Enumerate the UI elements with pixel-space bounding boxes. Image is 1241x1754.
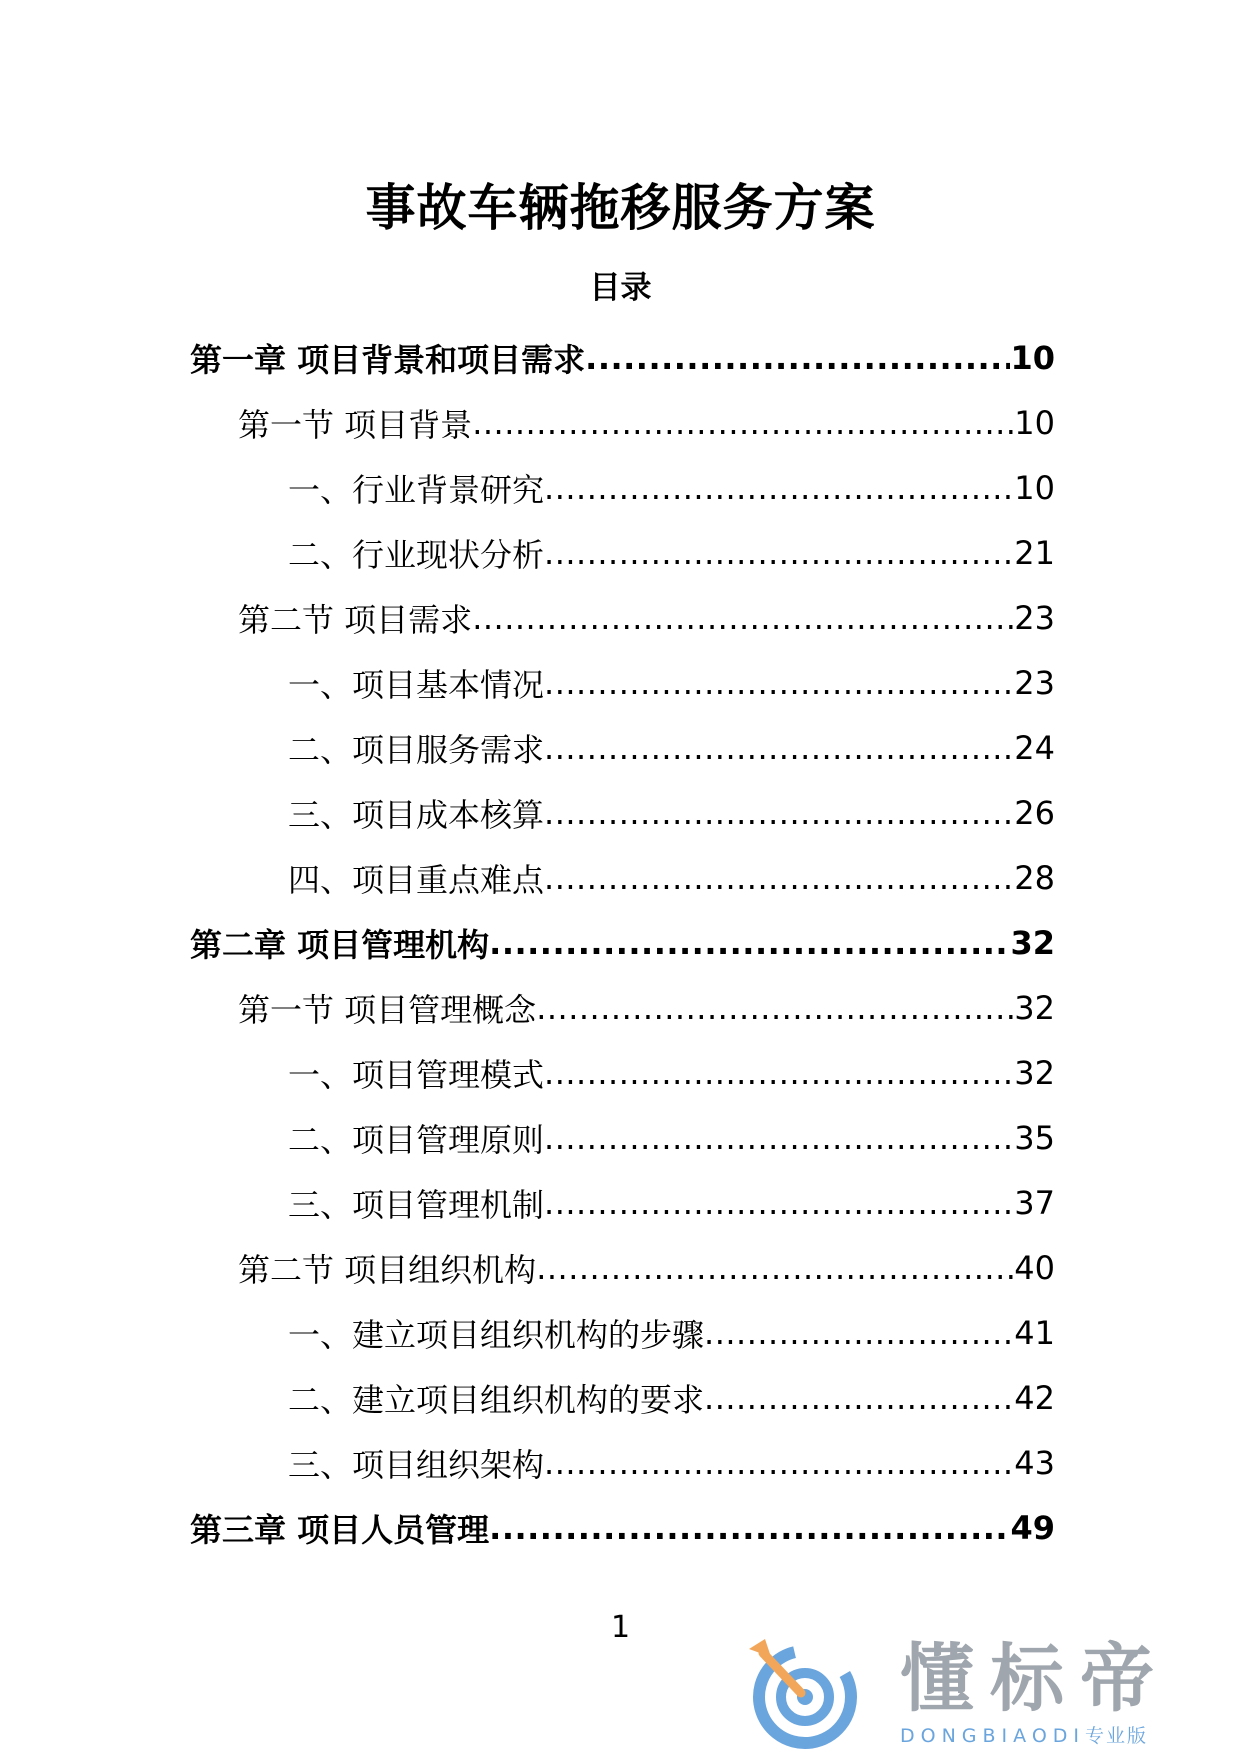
toc-subsection-entry[interactable]	[190, 780, 1055, 845]
toc-subsection-entry[interactable]	[190, 1365, 1055, 1430]
toc-entry-page: 40	[1014, 1248, 1055, 1287]
watermark-subtitle	[900, 1725, 1148, 1747]
toc-entry-page: 10	[1010, 338, 1055, 377]
toc-subsection-entry[interactable]	[190, 1170, 1055, 1235]
toc-dot-leader	[544, 469, 1014, 507]
toc-section-entry[interactable]	[190, 390, 1055, 455]
watermark-badge: 专业版	[1085, 1725, 1149, 1747]
toc-entry-page: 41	[1014, 1313, 1055, 1352]
toc-dot-leader	[544, 794, 1014, 832]
toc-entry-title: 三、项目管理机制	[288, 1185, 545, 1224]
toc-subsection-entry[interactable]	[190, 1105, 1055, 1170]
toc-subsection-entry[interactable]	[190, 715, 1055, 780]
toc-dot-leader	[489, 1509, 1010, 1547]
watermark-subtitle-text: DONGBIAODI	[900, 1725, 1086, 1747]
toc-entry-page: 26	[1014, 793, 1055, 832]
toc-dot-leader	[544, 1054, 1014, 1092]
document-title: 事故车辆拖移服务方案	[365, 179, 876, 237]
toc-entry-title: 三、项目组织架构	[288, 1445, 545, 1484]
toc-chapter-entry[interactable]	[190, 1495, 1055, 1560]
toc-entry-page: 24	[1014, 728, 1055, 767]
toc-dot-leader	[585, 339, 1010, 377]
target-dart-icon	[745, 1635, 860, 1750]
toc-entry-title: 第二节 项目需求	[238, 600, 473, 639]
toc-entry-title: 第二章 项目管理机构	[190, 925, 490, 964]
toc-dot-leader	[544, 729, 1014, 767]
toc-entry-title: 第一节 项目管理概念	[238, 990, 537, 1029]
toc-entry-page: 23	[1014, 663, 1055, 702]
toc-dot-leader	[544, 664, 1014, 702]
toc-entry-title: 一、建立项目组织机构的步骤	[288, 1315, 705, 1354]
toc-entry-title: 二、行业现状分析	[288, 535, 545, 574]
toc-subsection-entry[interactable]	[190, 520, 1055, 585]
toc-entry-title: 三、项目成本核算	[288, 795, 545, 834]
toc-heading: 目录	[589, 270, 652, 306]
toc-entry-title: 第二节 项目组织机构	[238, 1250, 537, 1289]
watermark-brand: 懂标帝	[900, 1636, 1170, 1722]
toc-entry-title: 第一章 项目背景和项目需求	[190, 340, 586, 379]
toc-subsection-entry[interactable]	[190, 845, 1055, 910]
toc-entry-title: 第一节 项目背景	[238, 405, 473, 444]
toc-entry-page: 23	[1014, 598, 1055, 637]
toc-subsection-entry[interactable]	[190, 650, 1055, 715]
toc-dot-leader	[544, 1444, 1014, 1482]
toc-dot-leader	[536, 989, 1014, 1027]
toc-section-entry[interactable]	[190, 585, 1055, 650]
toc-entry-title: 一、项目管理模式	[288, 1055, 545, 1094]
toc-dot-leader	[544, 534, 1014, 572]
toc-entry-title: 四、项目重点难点	[288, 860, 545, 899]
toc-dot-leader	[544, 859, 1014, 897]
toc-entry-title: 二、项目服务需求	[288, 730, 545, 769]
toc-entry-title: 一、行业背景研究	[288, 470, 545, 509]
toc-dot-leader	[536, 1249, 1014, 1287]
toc-dot-leader	[472, 599, 1014, 637]
page-number: 1	[610, 1610, 631, 1645]
toc-dot-leader	[544, 1119, 1014, 1157]
toc-section-entry[interactable]	[190, 1235, 1055, 1300]
toc-subsection-entry[interactable]	[190, 1300, 1055, 1365]
toc-subsection-entry[interactable]	[190, 1430, 1055, 1495]
toc-entry-page: 10	[1014, 403, 1055, 442]
toc-entry-page: 28	[1014, 858, 1055, 897]
toc-section-entry[interactable]	[190, 975, 1055, 1040]
toc-subsection-entry[interactable]	[190, 1040, 1055, 1105]
toc-entry-page: 43	[1014, 1443, 1055, 1482]
toc-entry-title: 第三章 项目人员管理	[190, 1510, 490, 1549]
toc-entry-page: 37	[1014, 1183, 1055, 1222]
toc-dot-leader	[489, 924, 1010, 962]
toc-entry-page: 42	[1014, 1378, 1055, 1417]
toc-dot-leader	[472, 404, 1014, 442]
toc-entry-title: 二、建立项目组织机构的要求	[288, 1380, 705, 1419]
toc-entry-page: 10	[1014, 468, 1055, 507]
toc-dot-leader	[544, 1184, 1014, 1222]
toc-entry-title: 一、项目基本情况	[288, 665, 545, 704]
toc-entry-page: 32	[1014, 988, 1055, 1027]
toc-subsection-entry[interactable]	[190, 455, 1055, 520]
toc-entry-page: 32	[1010, 923, 1055, 962]
toc-entry-page: 49	[1010, 1508, 1055, 1547]
toc-entry-page: 35	[1014, 1118, 1055, 1157]
toc-chapter-entry[interactable]	[190, 325, 1055, 390]
toc-dot-leader	[704, 1314, 1014, 1352]
watermark	[745, 1635, 1225, 1750]
toc-entry-title: 二、项目管理原则	[288, 1120, 545, 1159]
toc-entry-page: 32	[1014, 1053, 1055, 1092]
toc-entry-page: 21	[1014, 533, 1055, 572]
toc-dot-leader	[704, 1379, 1014, 1417]
table-of-contents	[190, 325, 1055, 1560]
toc-chapter-entry[interactable]	[190, 910, 1055, 975]
